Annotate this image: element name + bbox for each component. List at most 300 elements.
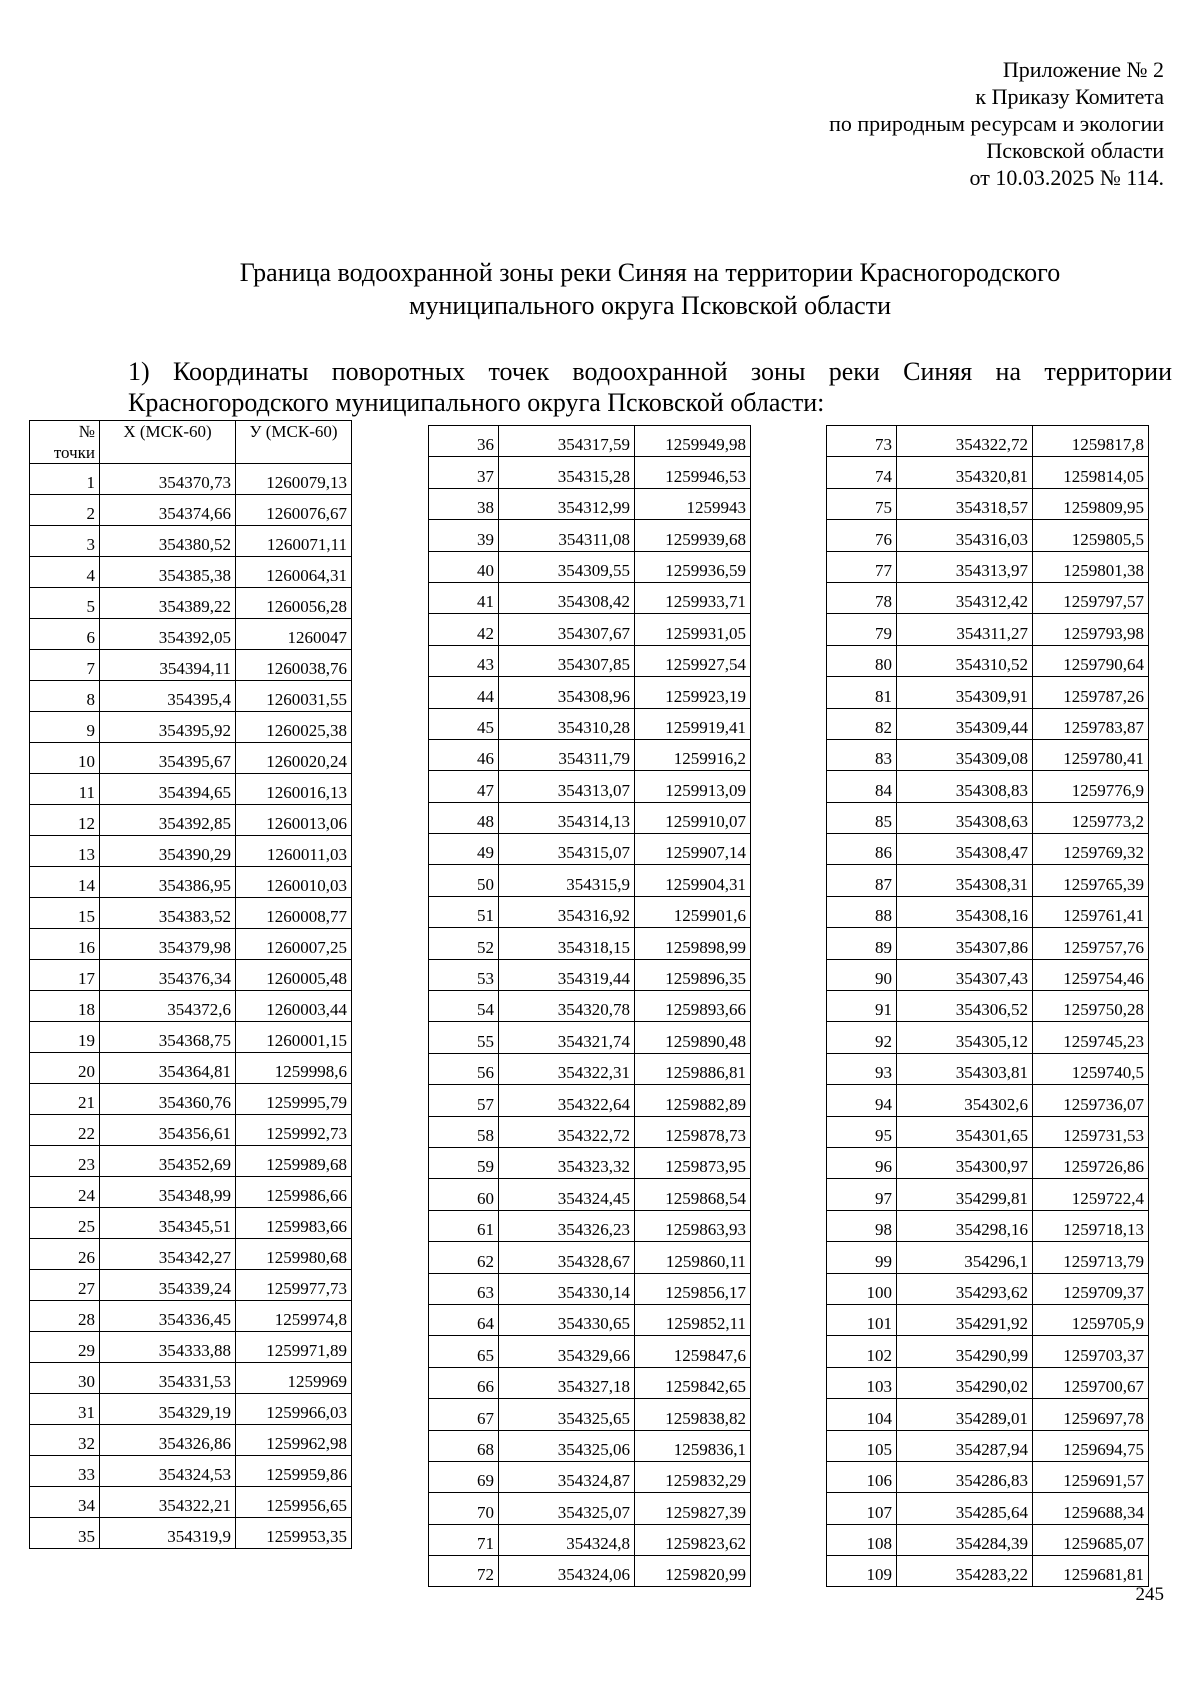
point-number-cell: 28 — [30, 1301, 100, 1332]
table-row — [30, 1456, 352, 1487]
y-coordinate-cell: 1260011,03 — [236, 836, 352, 867]
y-coordinate-cell: 1259971,89 — [236, 1332, 352, 1363]
y-coordinate-cell: 1259705,9 — [1033, 1304, 1149, 1335]
appendix-line: Псковской области — [986, 138, 1164, 163]
y-coordinate-cell: 1259769,32 — [1033, 834, 1149, 865]
x-coordinate-cell: 354320,81 — [897, 457, 1033, 488]
y-coordinate-cell: 1259901,6 — [635, 896, 751, 927]
x-coordinate-cell: 354385,38 — [100, 557, 236, 588]
point-number-cell: 10 — [30, 743, 100, 774]
y-coordinate-cell: 1259977,73 — [236, 1270, 352, 1301]
point-number-cell: 57 — [429, 1085, 499, 1116]
x-coordinate-cell: 354324,8 — [499, 1524, 635, 1555]
table-row — [827, 426, 1149, 457]
x-coordinate-cell: 354339,24 — [100, 1270, 236, 1301]
table-row — [827, 1524, 1149, 1555]
table-row — [429, 1524, 751, 1555]
table-row — [827, 802, 1149, 833]
point-number-cell: 77 — [827, 551, 897, 582]
point-number-cell: 95 — [827, 1116, 897, 1147]
y-coordinate-cell: 1259989,68 — [236, 1146, 352, 1177]
x-coordinate-cell: 354308,63 — [897, 802, 1033, 833]
x-coordinate-cell: 354313,97 — [897, 551, 1033, 582]
table-row — [30, 588, 352, 619]
table-row — [429, 457, 751, 488]
table-row — [429, 1493, 751, 1524]
y-coordinate-cell: 1259691,57 — [1033, 1461, 1149, 1492]
appendix-line: к Приказу Комитета — [975, 84, 1164, 109]
x-coordinate-cell: 354307,85 — [499, 645, 635, 676]
table-row — [827, 1556, 1149, 1587]
y-coordinate-cell: 1259700,67 — [1033, 1367, 1149, 1398]
y-coordinate-cell: 1259927,54 — [635, 645, 751, 676]
x-coordinate-cell: 354293,62 — [897, 1273, 1033, 1304]
y-coordinate-cell: 1259933,71 — [635, 582, 751, 613]
x-coordinate-cell: 354308,16 — [897, 896, 1033, 927]
y-coordinate-cell: 1259943 — [635, 488, 751, 519]
point-number-cell: 82 — [827, 708, 897, 739]
point-number-cell: 24 — [30, 1177, 100, 1208]
x-coordinate-cell: 354324,87 — [499, 1461, 635, 1492]
point-number-cell: 70 — [429, 1493, 499, 1524]
x-coordinate-cell: 354395,92 — [100, 712, 236, 743]
x-coordinate-cell: 354325,06 — [499, 1430, 635, 1461]
point-number-cell: 63 — [429, 1273, 499, 1304]
table-row — [30, 681, 352, 712]
y-coordinate-cell: 1259745,23 — [1033, 1022, 1149, 1053]
y-coordinate-cell: 1259916,2 — [635, 739, 751, 770]
table-row — [429, 802, 751, 833]
y-coordinate-cell: 1259907,14 — [635, 834, 751, 865]
page-number: 245 — [1135, 1584, 1164, 1605]
x-coordinate-cell: 354298,16 — [897, 1210, 1033, 1241]
table-row — [429, 645, 751, 676]
table-row — [30, 1208, 352, 1239]
y-coordinate-cell: 1259750,28 — [1033, 991, 1149, 1022]
table-row — [429, 739, 751, 770]
point-number-cell: 94 — [827, 1085, 897, 1116]
x-coordinate-cell: 354360,76 — [100, 1084, 236, 1115]
table-row — [827, 1430, 1149, 1461]
x-coordinate-cell: 354315,28 — [499, 457, 635, 488]
point-number-cell: 25 — [30, 1208, 100, 1239]
table-row — [827, 865, 1149, 896]
y-coordinate-cell: 1260010,03 — [236, 867, 352, 898]
point-number-cell: 85 — [827, 802, 897, 833]
x-coordinate-cell: 354290,02 — [897, 1367, 1033, 1398]
point-number-cell: 79 — [827, 614, 897, 645]
point-number-cell: 62 — [429, 1242, 499, 1273]
point-number-cell: 67 — [429, 1399, 499, 1430]
table-row — [30, 526, 352, 557]
point-number-cell: 4 — [30, 557, 100, 588]
x-coordinate-cell: 354314,13 — [499, 802, 635, 833]
point-number-cell: 73 — [827, 426, 897, 457]
x-coordinate-cell: 354336,45 — [100, 1301, 236, 1332]
table-row — [30, 898, 352, 929]
header-y: У (МСК-60) — [236, 421, 352, 464]
point-number-cell: 45 — [429, 708, 499, 739]
y-coordinate-cell: 1259838,82 — [635, 1399, 751, 1430]
x-coordinate-cell: 354317,59 — [499, 426, 635, 457]
x-coordinate-cell: 354389,22 — [100, 588, 236, 619]
x-coordinate-cell: 354319,44 — [499, 959, 635, 990]
point-number-cell: 8 — [30, 681, 100, 712]
table-row — [30, 1425, 352, 1456]
table-row — [429, 426, 751, 457]
point-number-cell: 42 — [429, 614, 499, 645]
x-coordinate-cell: 354307,43 — [897, 959, 1033, 990]
table-row — [827, 896, 1149, 927]
table-row — [429, 1147, 751, 1178]
point-number-cell: 55 — [429, 1022, 499, 1053]
x-coordinate-cell: 354326,23 — [499, 1210, 635, 1241]
point-number-cell: 5 — [30, 588, 100, 619]
table-row — [827, 771, 1149, 802]
point-number-cell: 32 — [30, 1425, 100, 1456]
x-coordinate-cell: 354329,19 — [100, 1394, 236, 1425]
point-number-cell: 13 — [30, 836, 100, 867]
y-coordinate-cell: 1259936,59 — [635, 551, 751, 582]
table-row — [429, 1053, 751, 1084]
y-coordinate-cell: 1259868,54 — [635, 1179, 751, 1210]
y-coordinate-cell: 1260013,06 — [236, 805, 352, 836]
point-number-cell: 69 — [429, 1461, 499, 1492]
x-coordinate-cell: 354327,18 — [499, 1367, 635, 1398]
x-coordinate-cell: 354323,32 — [499, 1147, 635, 1178]
y-coordinate-cell: 1260007,25 — [236, 929, 352, 960]
point-number-cell: 106 — [827, 1461, 897, 1492]
x-coordinate-cell: 354324,06 — [499, 1556, 635, 1587]
y-coordinate-cell: 1259939,68 — [635, 520, 751, 551]
table-row — [827, 1367, 1149, 1398]
y-coordinate-cell: 1259953,35 — [236, 1518, 352, 1549]
table-row — [30, 805, 352, 836]
x-coordinate-cell: 354330,14 — [499, 1273, 635, 1304]
y-coordinate-cell: 1260064,31 — [236, 557, 352, 588]
point-number-cell: 21 — [30, 1084, 100, 1115]
x-coordinate-cell: 354316,03 — [897, 520, 1033, 551]
table-row — [827, 1053, 1149, 1084]
point-number-cell: 6 — [30, 619, 100, 650]
point-number-cell: 91 — [827, 991, 897, 1022]
x-coordinate-cell: 354364,81 — [100, 1053, 236, 1084]
table-row — [827, 928, 1149, 959]
header-point-number: № точки — [30, 421, 100, 464]
y-coordinate-cell: 1259718,13 — [1033, 1210, 1149, 1241]
y-coordinate-cell: 1259959,86 — [236, 1456, 352, 1487]
x-coordinate-cell: 354329,66 — [499, 1336, 635, 1367]
y-coordinate-cell: 1259949,98 — [635, 426, 751, 457]
y-coordinate-cell: 1259910,07 — [635, 802, 751, 833]
appendix-line: по природным ресурсам и экологии — [829, 111, 1164, 136]
table-row — [429, 520, 751, 551]
point-number-cell: 49 — [429, 834, 499, 865]
y-coordinate-cell: 1259980,68 — [236, 1239, 352, 1270]
table-row — [30, 1084, 352, 1115]
y-coordinate-cell: 1259754,46 — [1033, 959, 1149, 990]
y-coordinate-cell: 1259809,95 — [1033, 488, 1149, 519]
table-row — [30, 960, 352, 991]
x-coordinate-cell: 354374,66 — [100, 495, 236, 526]
table-row — [429, 1461, 751, 1492]
y-coordinate-cell: 1259797,57 — [1033, 582, 1149, 613]
point-number-cell: 59 — [429, 1147, 499, 1178]
x-coordinate-cell: 354395,67 — [100, 743, 236, 774]
table-row — [30, 1394, 352, 1425]
table-row — [30, 1022, 352, 1053]
table-row — [827, 1147, 1149, 1178]
x-coordinate-cell: 354303,81 — [897, 1053, 1033, 1084]
x-coordinate-cell: 354356,61 — [100, 1115, 236, 1146]
table-row — [30, 557, 352, 588]
x-coordinate-cell: 354333,88 — [100, 1332, 236, 1363]
appendix-line: Приложение № 2 — [1002, 57, 1164, 82]
x-coordinate-cell: 354322,31 — [499, 1053, 635, 1084]
y-coordinate-cell: 1259983,66 — [236, 1208, 352, 1239]
point-number-cell: 96 — [827, 1147, 897, 1178]
x-coordinate-cell: 354283,22 — [897, 1556, 1033, 1587]
table-row — [827, 708, 1149, 739]
point-number-cell: 72 — [429, 1556, 499, 1587]
point-number-cell: 29 — [30, 1332, 100, 1363]
table-row — [429, 1022, 751, 1053]
x-coordinate-cell: 354286,83 — [897, 1461, 1033, 1492]
x-coordinate-cell: 354395,4 — [100, 681, 236, 712]
point-number-cell: 19 — [30, 1022, 100, 1053]
y-coordinate-cell: 1259823,62 — [635, 1524, 751, 1555]
y-coordinate-cell: 1259852,11 — [635, 1304, 751, 1335]
appendix-line: от 10.03.2025 № 114. — [969, 165, 1164, 190]
table-row — [30, 619, 352, 650]
table-row — [429, 928, 751, 959]
y-coordinate-cell: 1259946,53 — [635, 457, 751, 488]
point-number-cell: 76 — [827, 520, 897, 551]
table-row — [827, 457, 1149, 488]
point-number-cell: 7 — [30, 650, 100, 681]
title-line-1: Граница водоохранной зоны реки Синяя на территории Красногородского — [239, 258, 1061, 287]
table-row — [429, 1336, 751, 1367]
x-coordinate-cell: 354287,94 — [897, 1430, 1033, 1461]
y-coordinate-cell: 1259827,39 — [635, 1493, 751, 1524]
point-number-cell: 48 — [429, 802, 499, 833]
x-coordinate-cell: 354306,52 — [897, 991, 1033, 1022]
table-row — [30, 929, 352, 960]
y-coordinate-cell: 1260020,24 — [236, 743, 352, 774]
point-number-cell: 97 — [827, 1179, 897, 1210]
point-number-cell: 41 — [429, 582, 499, 613]
point-number-cell: 2 — [30, 495, 100, 526]
y-coordinate-cell: 1259863,93 — [635, 1210, 751, 1241]
table-row — [30, 1177, 352, 1208]
point-number-cell: 18 — [30, 991, 100, 1022]
point-number-cell: 74 — [827, 457, 897, 488]
x-coordinate-cell: 354291,92 — [897, 1304, 1033, 1335]
x-coordinate-cell: 354309,08 — [897, 739, 1033, 770]
point-number-cell: 27 — [30, 1270, 100, 1301]
y-coordinate-cell: 1259814,05 — [1033, 457, 1149, 488]
y-coordinate-cell: 1259793,98 — [1033, 614, 1149, 645]
y-coordinate-cell: 1259956,65 — [236, 1487, 352, 1518]
x-coordinate-cell: 354392,85 — [100, 805, 236, 836]
y-coordinate-cell: 1259962,98 — [236, 1425, 352, 1456]
table-row — [827, 739, 1149, 770]
y-coordinate-cell: 1259709,37 — [1033, 1273, 1149, 1304]
point-number-cell: 108 — [827, 1524, 897, 1555]
table-row — [30, 1332, 352, 1363]
y-coordinate-cell: 1260038,76 — [236, 650, 352, 681]
x-coordinate-cell: 354308,96 — [499, 677, 635, 708]
y-coordinate-cell: 1259740,5 — [1033, 1053, 1149, 1084]
y-coordinate-cell: 1259836,1 — [635, 1430, 751, 1461]
point-number-cell: 64 — [429, 1304, 499, 1335]
table-row — [429, 1116, 751, 1147]
x-coordinate-cell: 354372,6 — [100, 991, 236, 1022]
table-row — [827, 991, 1149, 1022]
table-row — [827, 1242, 1149, 1273]
table-row — [30, 1115, 352, 1146]
y-coordinate-cell: 1259801,38 — [1033, 551, 1149, 582]
y-coordinate-cell: 1259886,81 — [635, 1053, 751, 1084]
x-coordinate-cell: 354386,95 — [100, 867, 236, 898]
point-number-cell: 20 — [30, 1053, 100, 1084]
table-row — [827, 551, 1149, 582]
point-number-cell: 109 — [827, 1556, 897, 1587]
point-number-cell: 30 — [30, 1363, 100, 1394]
point-number-cell: 68 — [429, 1430, 499, 1461]
appendix-header — [829, 56, 1164, 191]
y-coordinate-cell: 1260005,48 — [236, 960, 352, 991]
point-number-cell: 75 — [827, 488, 897, 519]
y-coordinate-cell: 1259773,2 — [1033, 802, 1149, 833]
point-number-cell: 103 — [827, 1367, 897, 1398]
x-coordinate-cell: 354390,29 — [100, 836, 236, 867]
point-number-cell: 46 — [429, 739, 499, 770]
point-number-cell: 3 — [30, 526, 100, 557]
x-coordinate-cell: 354307,67 — [499, 614, 635, 645]
table-row — [827, 645, 1149, 676]
y-coordinate-cell: 1259757,76 — [1033, 928, 1149, 959]
x-coordinate-cell: 354296,1 — [897, 1242, 1033, 1273]
table-row — [30, 1363, 352, 1394]
y-coordinate-cell: 1259722,4 — [1033, 1179, 1149, 1210]
x-coordinate-cell: 354311,79 — [499, 739, 635, 770]
table-row — [827, 959, 1149, 990]
point-number-cell: 53 — [429, 959, 499, 990]
y-coordinate-cell: 1259703,37 — [1033, 1336, 1149, 1367]
x-coordinate-cell: 354368,75 — [100, 1022, 236, 1053]
table-row — [827, 1399, 1149, 1430]
y-coordinate-cell: 1259878,73 — [635, 1116, 751, 1147]
point-number-cell: 26 — [30, 1239, 100, 1270]
y-coordinate-cell: 1259776,9 — [1033, 771, 1149, 802]
y-coordinate-cell: 1260025,38 — [236, 712, 352, 743]
table-row — [30, 774, 352, 805]
table-row — [30, 495, 352, 526]
x-coordinate-cell: 354300,97 — [897, 1147, 1033, 1178]
x-coordinate-cell: 354310,28 — [499, 708, 635, 739]
point-number-cell: 35 — [30, 1518, 100, 1549]
y-coordinate-cell: 1259832,29 — [635, 1461, 751, 1492]
table-row — [429, 1273, 751, 1304]
point-number-cell: 87 — [827, 865, 897, 896]
table-row — [827, 1210, 1149, 1241]
y-coordinate-cell: 1259761,41 — [1033, 896, 1149, 927]
coordinates-table-2 — [428, 425, 751, 1587]
point-number-cell: 39 — [429, 520, 499, 551]
x-coordinate-cell: 354330,65 — [499, 1304, 635, 1335]
x-coordinate-cell: 354324,53 — [100, 1456, 236, 1487]
y-coordinate-cell: 1259805,5 — [1033, 520, 1149, 551]
table-row — [429, 1367, 751, 1398]
y-coordinate-cell: 1259765,39 — [1033, 865, 1149, 896]
y-coordinate-cell: 1259842,65 — [635, 1367, 751, 1398]
table-row — [30, 1146, 352, 1177]
point-number-cell: 89 — [827, 928, 897, 959]
point-number-cell: 36 — [429, 426, 499, 457]
point-number-cell: 34 — [30, 1487, 100, 1518]
table-row — [429, 1304, 751, 1335]
table-row — [30, 712, 352, 743]
point-number-cell: 17 — [30, 960, 100, 991]
x-coordinate-cell: 354289,01 — [897, 1399, 1033, 1430]
table-row — [30, 1301, 352, 1332]
header-x: X (МСК-60) — [100, 421, 236, 464]
table-row — [827, 834, 1149, 865]
point-number-cell: 40 — [429, 551, 499, 582]
y-coordinate-cell: 1259847,6 — [635, 1336, 751, 1367]
x-coordinate-cell: 354380,52 — [100, 526, 236, 557]
y-coordinate-cell: 1259931,05 — [635, 614, 751, 645]
x-coordinate-cell: 354342,27 — [100, 1239, 236, 1270]
document-title — [130, 256, 1170, 322]
x-coordinate-cell: 354307,86 — [897, 928, 1033, 959]
table-row — [30, 1053, 352, 1084]
table-row — [429, 1085, 751, 1116]
point-number-cell: 1 — [30, 464, 100, 495]
x-coordinate-cell: 354285,64 — [897, 1493, 1033, 1524]
x-coordinate-cell: 354315,07 — [499, 834, 635, 865]
table-row — [827, 1022, 1149, 1053]
y-coordinate-cell: 1259893,66 — [635, 991, 751, 1022]
y-coordinate-cell: 1259783,87 — [1033, 708, 1149, 739]
table-row — [30, 1239, 352, 1270]
title-line-2: муниципального округа Псковской области — [409, 291, 891, 320]
table-row — [827, 1493, 1149, 1524]
x-coordinate-cell: 354315,9 — [499, 865, 635, 896]
point-number-cell: 15 — [30, 898, 100, 929]
coordinates-table-1 — [29, 420, 352, 1549]
y-coordinate-cell: 1259681,81 — [1033, 1556, 1149, 1587]
y-coordinate-cell: 1260076,67 — [236, 495, 352, 526]
table-row — [827, 1085, 1149, 1116]
x-coordinate-cell: 354308,31 — [897, 865, 1033, 896]
y-coordinate-cell: 1259873,95 — [635, 1147, 751, 1178]
x-coordinate-cell: 354322,72 — [897, 426, 1033, 457]
y-coordinate-cell: 1259896,35 — [635, 959, 751, 990]
table-row — [429, 1399, 751, 1430]
y-coordinate-cell: 1259731,53 — [1033, 1116, 1149, 1147]
point-number-cell: 33 — [30, 1456, 100, 1487]
x-coordinate-cell: 354322,21 — [100, 1487, 236, 1518]
y-coordinate-cell: 1259697,78 — [1033, 1399, 1149, 1430]
x-coordinate-cell: 354308,42 — [499, 582, 635, 613]
point-number-cell: 71 — [429, 1524, 499, 1555]
point-number-cell: 100 — [827, 1273, 897, 1304]
table-row — [30, 464, 352, 495]
section-heading: 1) Координаты поворотных точек водоохранной зоны реки Синяя на территории Красногородского муниципального округа Псковской области: — [128, 357, 1172, 417]
x-coordinate-cell: 354308,47 — [897, 834, 1033, 865]
